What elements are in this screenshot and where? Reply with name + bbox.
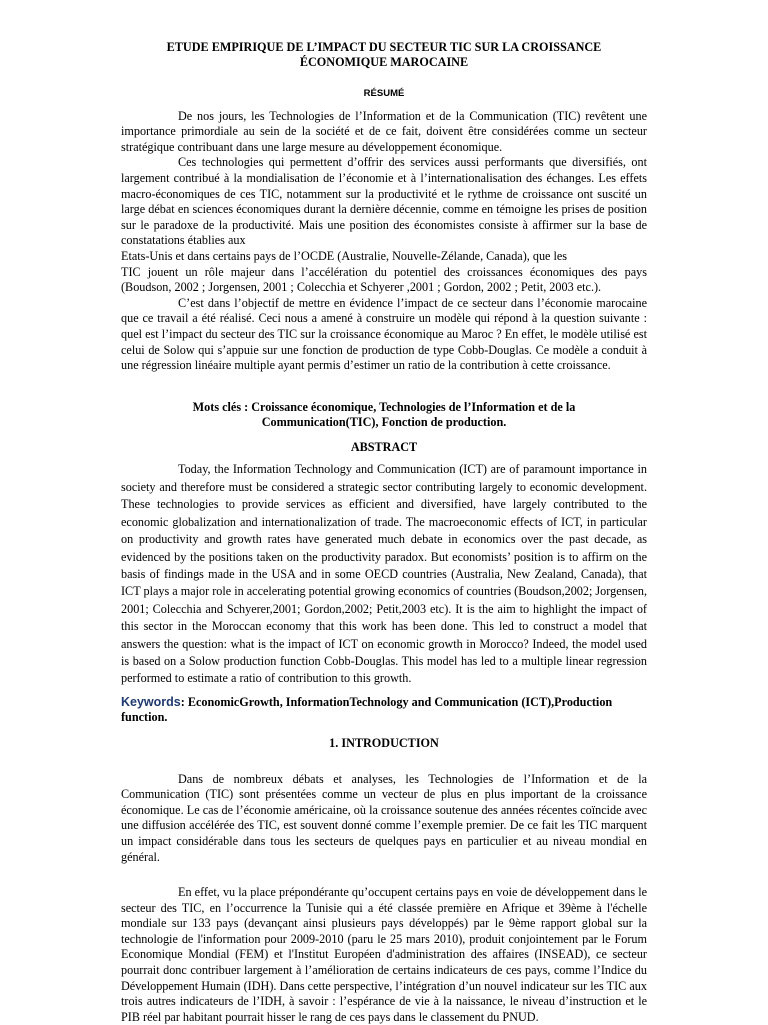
resume-paragraph-4: TIC jouent un rôle majeur dans l’accélération du potentiel des croissances économiques des pays (Boudson, 2002 ; Jorgensen, 2001 ; Colecchia et Schyerer ,2001 ; Gordon, 2002 ; Petit, 2003 etc.). [121,264,647,295]
resume-paragraph-1: De nos jours, les Technologies de l’Information et de la Communication (TIC) revêtent une importance primordiale au sein de la société et de ce fait, doivent être considérées comme un secteur stratégique contribuant dans une large mesure au développement économique. [121,108,647,154]
keywords-en [121,695,647,726]
keywords-fr [121,400,647,431]
paper-title-line-1: ETUDE EMPIRIQUE DE L’IMPACT DU SECTEUR TIC SUR LA CROISSANCE [166,40,602,54]
resume-paragraph-3: Etats-Unis et dans certains pays de l’OCDE (Australie, Nouvelle-Zélande, Canada), que les [121,248,568,263]
abstract-text: Today, the Information Technology and Communication (ICT) are of paramount importance in society and therefore must be considered a strategic sector contributing largely to economic development. These technologies to provide services as efficient and diversified, have largely contributed to the economic globalization and internationalization of trade. The macroeconomic effects of ICT, in particular on productivity and growth rates have generated much debate in economics over the past decade, as evidenced by the positions taken on the productivity paradox. But economists’ position is to affirm on the basis of findings made in the USA and in some OECD countries (Australia, New Zealand, Canada), that ICT plays a major role in accelerating potential growing economics of countries (Boudson,2002; Jorgensen, 2001; Colecchia and Schyerer,2001; Gordon,2002; Petit,2003 etc). It is the aim to highlight the impact of this sector in the Moroccan economy that this work has been done. This led to construct a model that answers the question: what is the impact of ICT on economic growth in Morocco? Indeed, the model used is based on a Solow production function Cobb-Douglas. This model has led to a multiple linear regression performed to estimate a ratio of contribution to this growth. [121,462,647,686]
keywords-fr-line-1: Mots clés : Croissance économique, Technologies de l’Information et de la [192,399,576,414]
resume-paragraph-5: C’est dans l’objectif de mettre en évidence l’impact de ce secteur dans l’économie marocaine que ce travail a été réalisé. Ceci nous a amené à construire un modèle qui répond à la question suivante : quel est l’impact du secteur des TIC sur la croissance économique au Maroc ? En effet, le modèle utilisé est celui de Solow qui s’appuie sur une fonction de production de type Cobb-Douglas. Ce modèle a conduit à une régression linéaire multiple ayant permis d’estimer un ratio de la contribution à cette croissance. [121,295,647,373]
keywords-en-text: : EconomicGrowth, InformationTechnology and Communication (ICT),Production function. [121,694,613,725]
intro-paragraph-2: En effet, vu la place prépondérante qu’occupent certains pays en voie de développement dans le secteur des TIC, en l’occurrence la Tunisie qui a été classée première en Afrique et 39ème à l'échelle mondiale sur 133 pays (devançant ainsi plusieurs pays développés) par le 9ème rapport global sur la technologie de l'information pour 2009-2010 (paru le 25 mars 2010), produit conjointement par le Forum Economique Mondial (FEM) et l'Institut Européen d'administration des affaires (INSEAD), ce secteur pourrait donc contribuer largement à l’amélioration de certains indicateurs de ces pays, comme l’Indice du Développement Humain (IDH). Dans cette perspective, l’intégration d’un nouvel indicateur sur les TIC aux trois autres indicateurs de l’IDH, à savoir : l’espérance de vie à la naissance, le niveau d’instruction et le PIB réel par habitant pourrait hisser le rang de ces pays dans le classement du PNUD. [121,885,647,1024]
abstract-heading: ABSTRACT [350,439,418,454]
resume-heading: RÉSUMÉ [363,88,405,99]
keywords-fr-line-2: Communication(TIC), Fonction de production. [261,415,507,430]
resume-paragraph-2: Ces technologies qui permettent d’offrir des services aussi performants que diversifiés, ont largement contribué à la mondialisation de l’économie et à l’internationalisation des échanges. Les effets macro-économiques de ces TIC, notamment sur la productivité et le rythme de croissance ont suscité un large débat en sciences économiques durant la dernière décennie, comme en témoigne les prises de position sur le paradoxe de la productivité. Mais une position des économistes consiste à affirmer sur la base de constatations établies aux [121,155,647,248]
paper-title-line-2: ÉCONOMIQUE MAROCAINE [299,54,469,69]
intro-paragraph-1: Dans de nombreux débats et analyses, les Technologies de l’Information et de la Communication (TIC) sont présentées comme un vecteur de plus en plus important de la croissance économique. Le cas de l’économie américaine, où la croissance soutenue des années récentes coïncide avec une diffusion accélérée des TIC, est souvent donné comme l’exemple premier. De ce fait les TIC marquent un impact considérable dans tous les secteurs de quelques pays en particulier et au niveau mondial en général. [121,771,647,864]
section-heading-introduction: 1. INTRODUCTION [329,735,439,750]
keywords-en-label: Keywords [121,694,181,709]
